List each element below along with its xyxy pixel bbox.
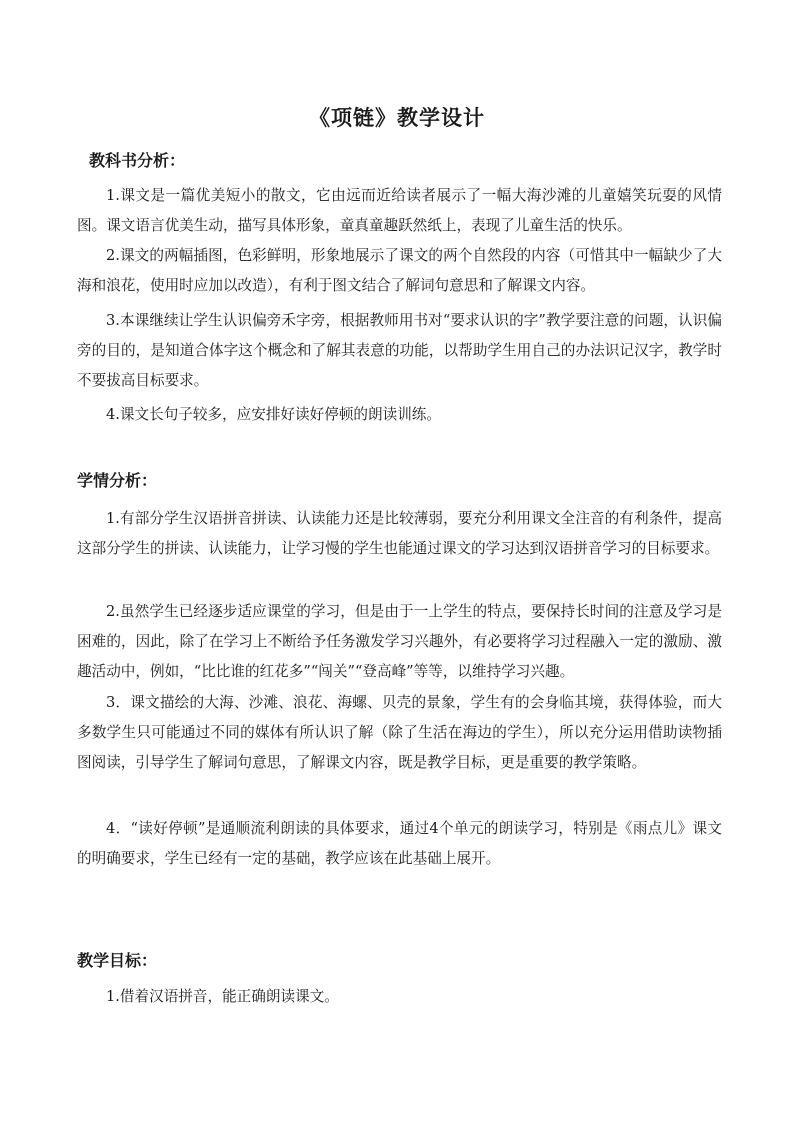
document-title: 《项链》教学设计: [309, 105, 485, 130]
section-heading-teaching-goals: 教学目标：: [77, 951, 158, 970]
paragraph-textbook-2: 2.课文的两幅插图，色彩鲜明，形象地展示了课文的两个自然段的内容（可惜其中一幅缺少了大海和浪花，使用时应加以改造），有利于图文结合了解词句意思和了解课文内容。: [77, 247, 722, 294]
section-heading-textbook-analysis: 教科书分析：: [89, 151, 186, 170]
paragraph-goal-1: 1.借着汉语拼音，能正确朗读课文。: [106, 988, 339, 1005]
paragraph-student-4: 4．“读好停顿”是通顺流利朗读的具体要求，通过4个单元的朗读学习，特别是《雨点儿》课文的明确要求，学生已经有一定的基础，教学应该在此基础上展开。: [77, 820, 722, 867]
paragraph-student-1: 1.有部分学生汉语拼音拼读、认读能力还是比较薄弱，要充分利用课文全注音的有利条件，提高这部分学生的拼读、认读能力，让学习慢的学生也能通过课文的学习达到汉语拼音学习的目标要求。: [77, 510, 722, 557]
paragraph-textbook-1: 1.课文是一篇优美短小的散文，它由远而近给读者展示了一幅大海沙滩的儿童嬉笑玩耍的风情图。课文语言优美生动，描写具体形象，童真童趣跃然纸上，表现了儿童生活的快乐。: [77, 187, 722, 234]
paragraph-student-3: 3．课文描绘的大海、沙滩、浪花、海螺、贝壳的景象，学生有的会身临其境，获得体验，而大多数学生只可能通过不同的媒体有所认识了解（除了生活在海边的学生），所以充分运用借助读物插图阅读，引导学生了解词句意思，了解课文内容，既是教学目标，更是重要的教学策略。: [77, 694, 722, 771]
paragraph-student-2: 2.虽然学生已经逐步适应课堂的学习，但是由于一上学生的特点，要保持长时间的注意及学习是困难的，因此，除了在学习上不断给予任务激发学习兴趣外，有必要将学习过程融入一定的激励、激趣活动中，例如，“比比谁的红花多”“闯关”“登高峰”等等，以维持学习兴趣。: [77, 603, 722, 680]
paragraph-textbook-4: 4.课文长句子较多，应安排好读好停顿的朗读训练。: [106, 406, 441, 423]
paragraph-textbook-3: 3.本课继续让学生认识偏旁禾字旁，根据教师用书对“要求认识的字”教学要注意的问题，认识偏旁的目的，是知道合体字这个概念和了解其表意的功能，以帮助学生用自己的办法识记汉字，教学时不要拔高目标要求。: [77, 312, 722, 389]
section-heading-student-analysis: 学情分析：: [77, 471, 158, 490]
